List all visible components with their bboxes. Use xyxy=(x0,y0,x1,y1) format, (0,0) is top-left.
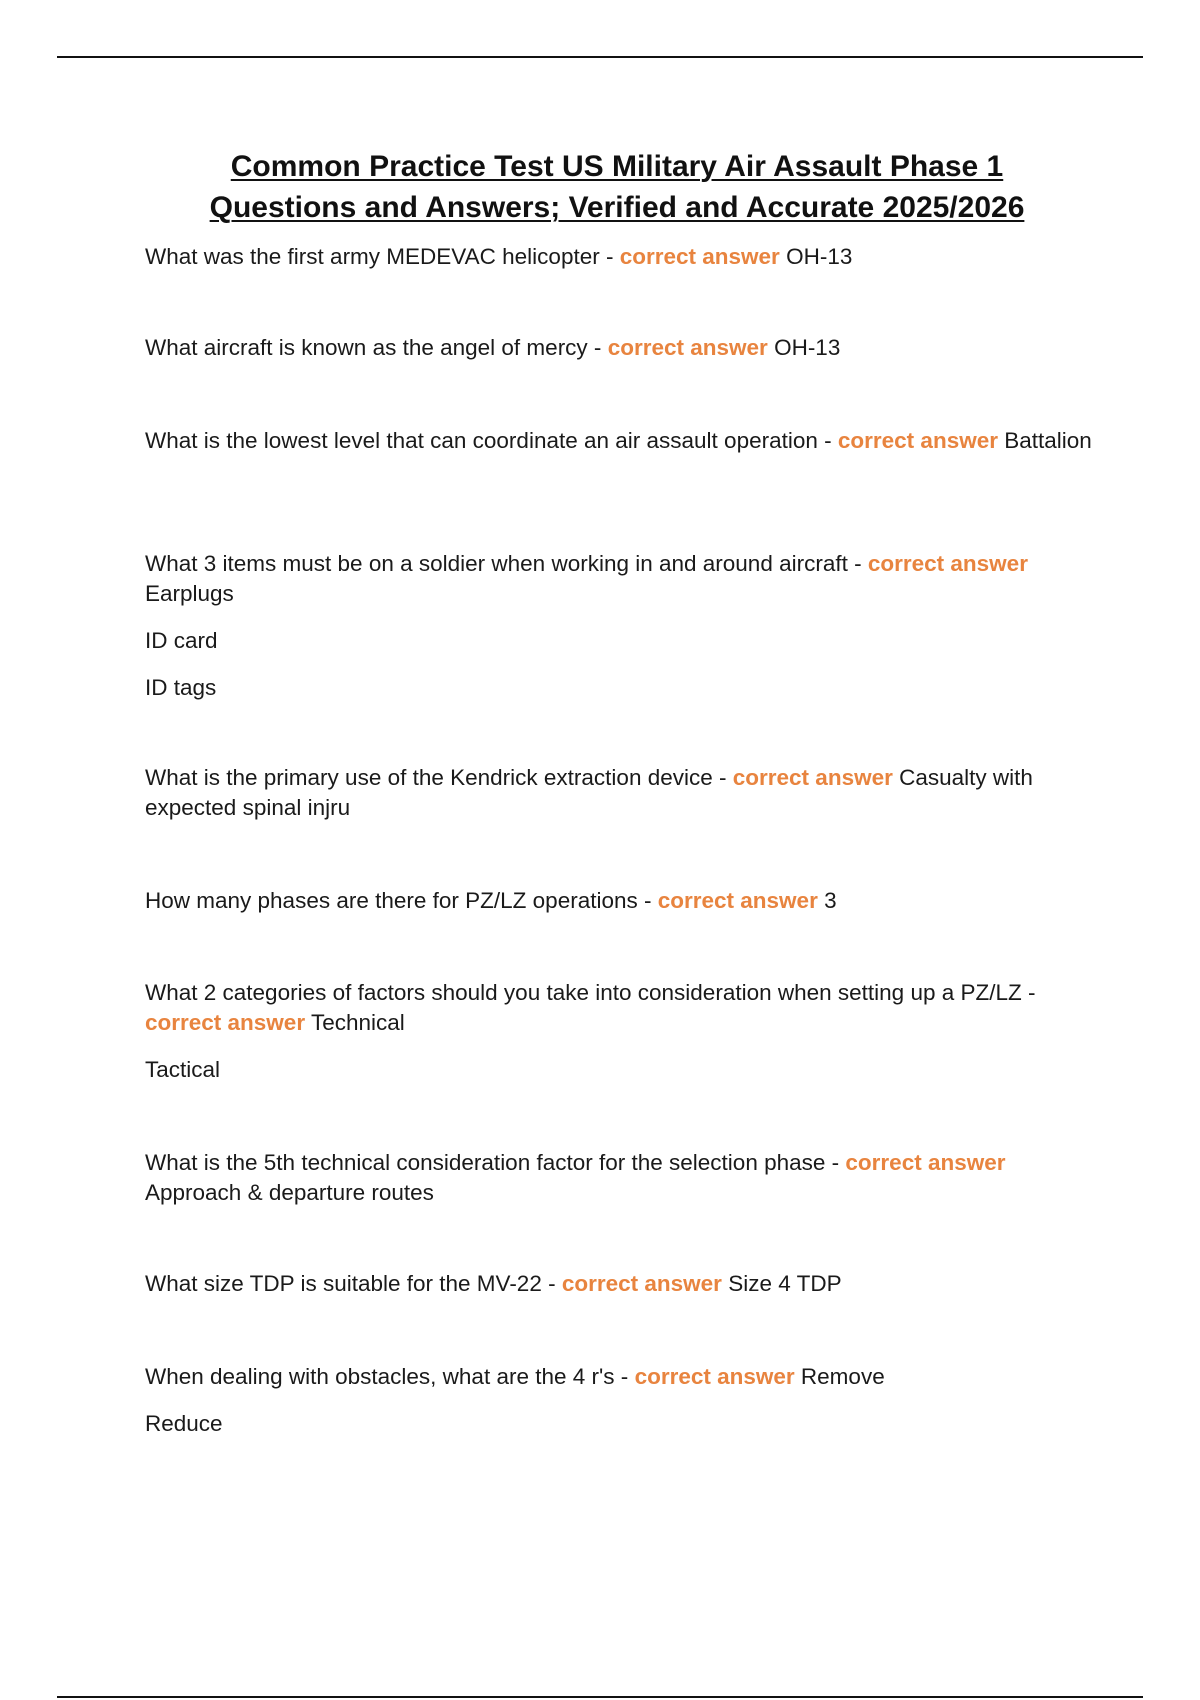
answer-text: Battalion xyxy=(1004,428,1092,453)
answer-text: Remove xyxy=(800,1364,885,1389)
answer-label: correct answer xyxy=(845,1150,1006,1175)
answer-text: Technical xyxy=(310,1010,405,1035)
top-rule xyxy=(57,56,1143,58)
answer-extra-line: ID card xyxy=(145,628,218,653)
question-text: What 3 items must be on a soldier when working in and around aircraft - xyxy=(145,551,862,576)
qa-item xyxy=(145,763,1095,823)
answer-text: Approach & departure routes xyxy=(145,1180,434,1205)
title-line-1: Common Practice Test US Military Air Assault Phase 1 xyxy=(230,150,1004,183)
question-text: When dealing with obstacles, what are the 4 r's - xyxy=(145,1364,629,1389)
qa-item xyxy=(145,1362,1095,1439)
document-title xyxy=(145,146,1089,228)
answer-text: Size 4 TDP xyxy=(728,1271,842,1296)
answer-text: Casualty with expected spinal injru xyxy=(145,765,1033,820)
question-text: What is the lowest level that can coordinate an air assault operation - xyxy=(145,428,832,453)
title-line-2: Questions and Answers; Verified and Accurate 2025/2026 xyxy=(209,191,1025,224)
answer-text: Earplugs xyxy=(145,581,234,606)
qa-item xyxy=(145,426,1095,456)
question-text: What is the 5th technical consideration factor for the selection phase - xyxy=(145,1150,840,1175)
answer-label: correct answer xyxy=(657,888,818,913)
answer-label: correct answer xyxy=(837,428,998,453)
answer-extra-line: Tactical xyxy=(145,1057,221,1082)
question-text: What aircraft is known as the angel of mercy - xyxy=(145,335,602,360)
qa-item xyxy=(145,1269,1095,1299)
question-text: What was the first army MEDEVAC helicopter - xyxy=(145,244,614,269)
answer-text: OH-13 xyxy=(774,335,841,360)
qa-item xyxy=(145,242,1095,272)
question-text: How many phases are there for PZ/LZ operations - xyxy=(145,888,652,913)
bottom-rule xyxy=(57,1696,1143,1698)
answer-label: correct answer xyxy=(867,551,1028,576)
answer-extra-line: ID tags xyxy=(145,675,217,700)
qa-item xyxy=(145,886,1095,916)
answer-label: correct answer xyxy=(634,1364,795,1389)
question-text: What size TDP is suitable for the MV-22 - xyxy=(145,1271,556,1296)
qa-item xyxy=(145,549,1095,703)
answer-label: correct answer xyxy=(607,335,768,360)
qa-item xyxy=(145,1148,1095,1208)
question-text: What 2 categories of factors should you take into consideration when setting up a PZ/LZ - xyxy=(145,980,1036,1005)
qa-item xyxy=(145,333,1095,363)
answer-label: correct answer xyxy=(561,1271,722,1296)
answer-label: correct answer xyxy=(145,1010,306,1035)
answer-label: correct answer xyxy=(619,244,780,269)
question-text: What is the primary use of the Kendrick extraction device - xyxy=(145,765,727,790)
answer-label: correct answer xyxy=(732,765,893,790)
answer-extra-line: Reduce xyxy=(145,1411,223,1436)
qa-item xyxy=(145,978,1095,1085)
answer-text: 3 xyxy=(824,888,837,913)
answer-text: OH-13 xyxy=(786,244,853,269)
